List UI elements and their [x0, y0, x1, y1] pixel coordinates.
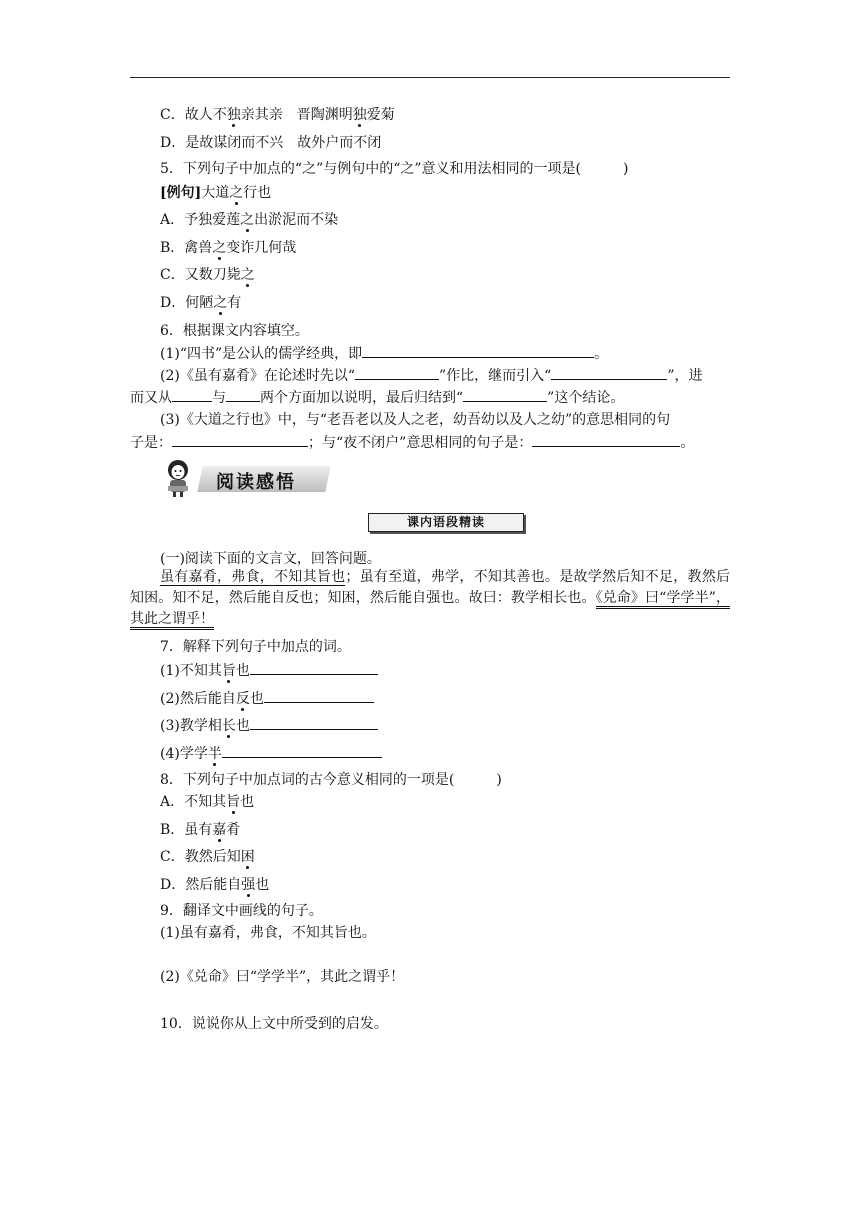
q5-option-c: C．又数刀毙之 [160, 267, 255, 283]
header-rule [130, 77, 730, 78]
q5-example: [例句]大道之行也 [160, 185, 272, 201]
q8-option-d: D．然后能自强也 [160, 877, 270, 893]
q6-3-line1: (3)《大道之行也》中，与“老吾老以及人之老，幼吾幼以及人之幼”的意思相同的句 [160, 412, 671, 428]
q7-3: (3)教学相长也 [160, 717, 378, 735]
underlined-sentence-1: 虽有嘉肴，弗食，不知其旨也 [160, 569, 346, 585]
reading-girl-icon [160, 458, 196, 498]
question-8: 8．下列句子中加点词的古今意义相同的一项是( ) [160, 772, 502, 788]
q7-1: (1)不知其旨也 [160, 662, 378, 680]
question-5: 5．下列句子中加点的“之”与例句中的“之”意义和用法相同的一项是( ) [160, 161, 629, 177]
q8-option-b: B．虽有嘉肴 [160, 822, 241, 838]
option-c-prev: C．故人不独亲其亲 晋陶渊明独爱菊 [160, 107, 395, 123]
question-6: 6．根据课文内容填空。 [160, 323, 309, 339]
question-9: 9．翻译文中画线的句子。 [160, 903, 323, 919]
q5-option-b: B．禽兽之变诈几何哉 [160, 240, 297, 256]
question-7: 7．解释下列句子中加点的词。 [160, 639, 351, 655]
section-subheading: 课内语段精读 [368, 513, 524, 532]
q5-option-d: D．何陋之有 [160, 295, 242, 311]
q9-2: (2)《兑命》曰“学学半”，其此之谓乎！ [160, 969, 405, 985]
q8-option-c: C．教然后知困 [160, 849, 255, 865]
q8-option-a: A．不知其旨也 [160, 794, 255, 810]
option-d-prev: D．是故谋闭而不兴 故外户而不闭 [160, 135, 382, 151]
reading-banner [160, 458, 330, 498]
q6-2-line2: 而又从 与 两个方面加以说明，最后归结到“ ”这个结论。 [130, 390, 625, 406]
passage-intro: (一)阅读下面的文言文，回答问题。 [160, 551, 381, 567]
q7-2: (2)然后能自反也 [160, 690, 374, 708]
q5-option-a: A．予独爱莲之出淤泥而不染 [160, 212, 339, 228]
passage-text: 虽有嘉肴，弗食，不知其旨也；虽有至道，弗学，不知其善也。是故学然后知不足，教然后知困。知不足，然后能自反也；知困，然后能自强也。故曰：教学相长也。《兑命》曰“学学半”，其此之谓乎！ [130, 567, 730, 630]
banner-title: 阅读感悟 [216, 472, 296, 493]
q6-1: (1)“四书”是公认的儒学经典，即 。 [160, 346, 609, 362]
q9-1: (1)虽有嘉肴，弗食，不知其旨也。 [160, 925, 376, 941]
q7-4: (4)学学半 [160, 745, 382, 763]
q6-2-line1: (2)《虽有嘉肴》在论述时先以“ ”作比，继而引入“ ”，进 [160, 368, 703, 384]
underlined-sentence-2: 《兑命》曰“学学半”，其此之谓乎！ [130, 590, 730, 630]
question-10: 10．说说你从上文中所受到的启发。 [160, 1016, 388, 1032]
q6-3-line2: 子是： ；与“夜不闭户”意思相同的句子是： 。 [130, 435, 695, 451]
